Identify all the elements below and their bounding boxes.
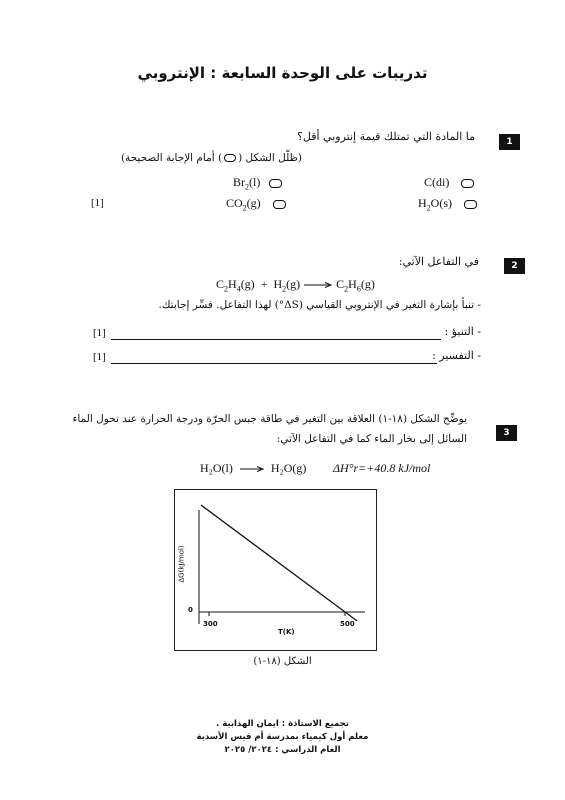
figure-frame [174,489,377,651]
answer-oval-icon[interactable] [269,179,282,188]
oval-shape-icon [224,154,236,162]
answer-oval-icon[interactable] [461,179,474,188]
footer-school: معلم أول كيمياء بمدرسة أم قيس الأسدية [196,732,369,742]
prediction-answer-line[interactable] [111,339,441,340]
footer-author: تجميع الاستاذة : ايمان الهدابية . [216,719,349,729]
explanation-label: - التفسير : [432,349,481,362]
eq-left: H₂O(l) [200,461,233,475]
option-formula: H [418,196,427,210]
figure-caption: الشكل (١٨-١) [253,656,312,667]
series-line [201,505,357,621]
eq-term: H [273,277,283,291]
instruction-after: ) أمام الإجابة الصحيحة) [120,152,223,164]
instruction-before: (ظلّل الشكل ( [238,152,302,164]
eq-state: (g) [286,277,301,291]
option-br2[interactable] [233,175,282,191]
option-state: O(s) [430,196,452,210]
question-3-number: 3 [496,425,517,441]
eq-right: H₂O(g) [270,461,307,475]
option-formula: C [424,175,433,189]
option-subscript: 2 [242,203,247,213]
x-axis-label: T(K) [278,628,295,636]
option-state: (g) [246,196,261,210]
x-tick-label: 300 [203,620,218,628]
page-title: تدريبات على الوحدة السابعة : الإنتروبي [137,64,428,82]
eq-term: C [216,277,225,291]
eq-state: (g) [240,277,255,291]
eq-term: H [228,277,237,291]
eq-term: H [348,277,357,291]
plus-sign: + [260,277,268,291]
option-c-diamond[interactable] [424,175,474,190]
eq-sub: 2 [224,284,229,294]
eq-sub: 2 [344,284,349,294]
question-3-text-line1: يوضِّح الشكل (١٨-١) العلاقة بين التغير في طاقة جبس الحرّة ودرجة الحرارة عند تحول الماء [72,413,467,425]
y-tick-label: 0 [188,606,193,614]
q3-equation [200,461,306,476]
question-1-text: ما المادة التي تمتلك قيمة إنتروبي أقل؟ [297,130,475,143]
question-2-number: 2 [504,258,525,274]
answer-oval-icon[interactable] [273,200,286,209]
x-tick-label: 500 [340,620,355,628]
option-state: (l) [249,175,261,189]
option-co2[interactable] [226,196,286,212]
option-subscript: 2 [426,203,431,213]
question-2-task: - تنبأ بإشارة التغير في الإنتروبي القياسي (ΔS°) لهذا التفاعل. فسِّر إجابتك. [158,299,481,311]
eq-term: C [336,277,345,291]
answer-oval-icon[interactable] [464,200,477,209]
y-axis-label: ΔG(kJ/mol) [177,545,186,583]
explanation-answer-line[interactable] [111,363,437,364]
question-1-number: 1 [499,134,520,150]
reaction-equation [216,277,375,293]
reaction-arrow-icon [303,281,333,289]
option-state: (di) [432,175,450,189]
prediction-mark: [1] [93,327,106,339]
question-3-text-line2: السائل إلى بخار الماء كما في التفاعل الآتي: [276,433,467,445]
eq-sub: 6 [356,284,361,294]
reaction-arrow-icon [239,465,265,473]
eq-sub: 4 [236,284,241,294]
eq-state: (g) [360,277,375,291]
explanation-mark: [1] [93,351,106,363]
option-formula: CO [226,196,243,210]
question-2-intro: في التفاعل الآتي: [398,255,479,268]
footer-year: العام الدراسي : ٢٠٢٤/ ٢٠٢٥ [224,745,341,755]
enthalpy-value: ΔH°r=+40.8 kJ/mol [333,461,431,475]
option-formula: Br [233,175,245,189]
prediction-label: - التنبؤ : [444,325,481,338]
option-h2o-solid[interactable] [418,196,477,212]
eq-sub: 2 [282,284,287,294]
question-1-instruction [121,152,302,164]
option-subscript: 2 [245,182,249,192]
question-1-mark: [1] [91,197,104,209]
